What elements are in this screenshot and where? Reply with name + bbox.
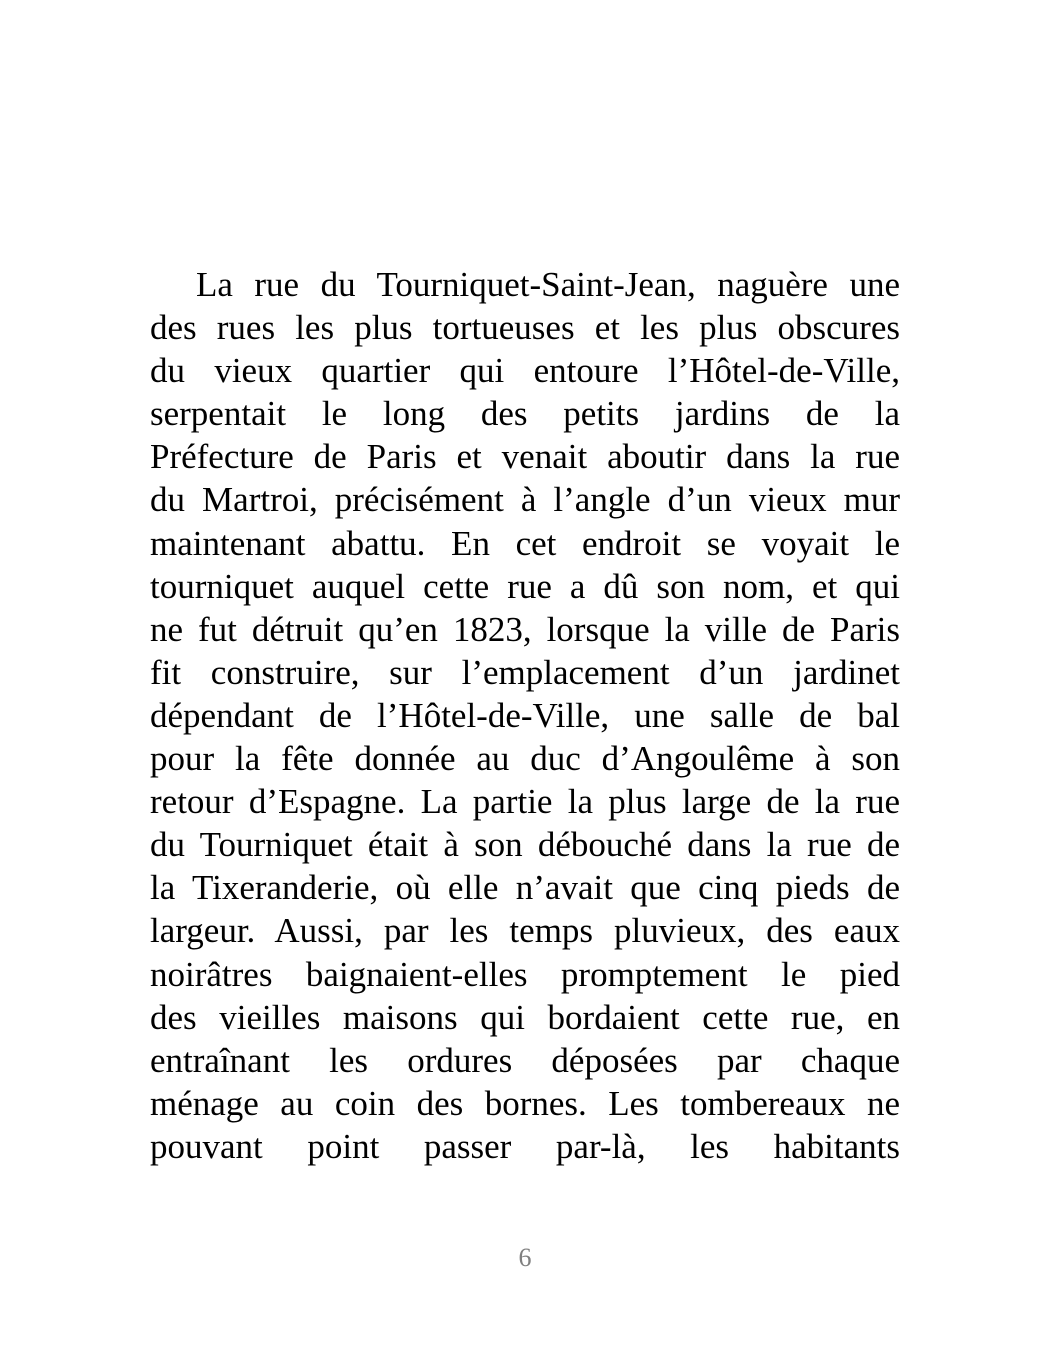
text-line: serpentait le long des petits jardins de la	[150, 394, 900, 434]
text-line: fit construire, sur l’emplacement d’un jardinet	[150, 652, 900, 692]
text-line: dépendant de l’Hôtel-de-Ville, une salle de bal	[150, 695, 900, 735]
text-line: du vieux quartier qui entoure l’Hôtel-de-Ville,	[150, 351, 900, 391]
text-line: pour la fête donnée au duc d’Angoulême à son	[150, 739, 900, 779]
text-line: ménage au coin des bornes. Les tombereaux ne	[150, 1083, 900, 1123]
text-line: ne fut détruit qu’en 1823, lorsque la ville de Paris	[150, 609, 900, 649]
text-line: pouvant point passer par-là, les habitants	[150, 1126, 900, 1166]
text-line: la Tixeranderie, où elle n’avait que cinq pieds de	[150, 868, 900, 908]
text-line: des rues les plus tortueuses et les plus obscures	[150, 308, 900, 348]
text-line: La rue du Tourniquet-Saint-Jean, naguère une	[196, 265, 900, 304]
text-line: maintenant abattu. En cet endroit se voyait le	[150, 523, 900, 563]
text-line: Préfecture de Paris et venait aboutir dans la rue	[150, 437, 900, 477]
text-line: du Martroi, précisément à l’angle d’un vieux mur	[150, 480, 900, 520]
text-line: noirâtres baignaient-elles promptement le pied	[150, 954, 900, 994]
body-paragraph	[150, 263, 900, 1168]
text-line: du Tourniquet était à son débouché dans la rue de	[150, 825, 900, 865]
text-line: largeur. Aussi, par les temps pluvieux, des eaux	[150, 911, 900, 951]
text-line: retour d’Espagne. La partie la plus large de la rue	[150, 782, 900, 822]
text-line: entraînant les ordures déposées par chaque	[150, 1040, 900, 1080]
text-line: tourniquet auquel cette rue a dû son nom, et qui	[150, 566, 900, 606]
page-number: 6	[518, 1243, 532, 1272]
text-line: des vieilles maisons qui bordaient cette rue, en	[150, 997, 900, 1037]
